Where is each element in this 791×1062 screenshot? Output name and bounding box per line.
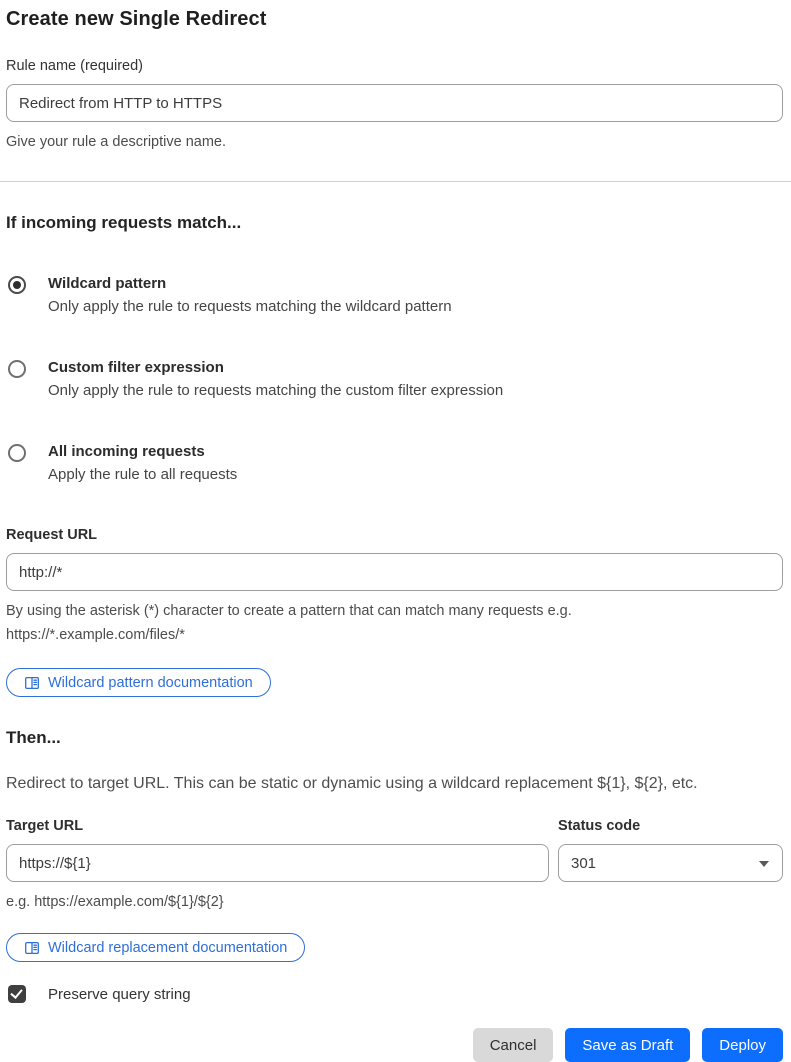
checkbox-checked-icon[interactable] — [8, 985, 26, 1003]
request-url-help — [6, 599, 783, 647]
radio-option-all-requests[interactable] — [6, 443, 783, 483]
request-url-help-line2: https://*.example.com/files/* — [6, 627, 185, 643]
chevron-down-icon — [759, 861, 769, 867]
radio-description: Apply the rule to all requests — [48, 466, 238, 483]
preserve-query-row[interactable] — [6, 985, 783, 1003]
request-url-input[interactable] — [6, 553, 783, 591]
status-code-select[interactable] — [558, 844, 783, 882]
radio-unselected-icon[interactable] — [8, 444, 26, 462]
wildcard-replacement-doc-button[interactable] — [6, 933, 305, 962]
then-section-heading: Then... — [6, 728, 61, 747]
deploy-button[interactable]: Deploy — [702, 1028, 783, 1062]
then-section-description: Redirect to target URL. This can be static or dynamic using a wildcard replacement ${1}, ${2}, etc. — [6, 775, 698, 792]
radio-selected-icon[interactable] — [8, 276, 26, 294]
radio-label: Wildcard pattern — [48, 275, 167, 292]
open-book-icon — [24, 675, 40, 691]
page-title: Create new Single Redirect — [6, 8, 267, 30]
radio-description: Only apply the rule to requests matching the custom filter expression — [48, 382, 504, 399]
cancel-button[interactable]: Cancel — [473, 1028, 554, 1062]
doc-button-label: Wildcard replacement documentation — [48, 939, 288, 956]
save-as-draft-button[interactable]: Save as Draft — [565, 1028, 690, 1062]
radio-label: Custom filter expression — [48, 359, 224, 376]
request-url-label: Request URL — [6, 527, 98, 543]
target-url-label: Target URL — [6, 818, 84, 834]
rule-name-input[interactable] — [6, 84, 783, 122]
match-type-radio-group — [6, 275, 783, 483]
target-url-help: e.g. https://example.com/${1}/${2} — [6, 894, 224, 910]
status-code-value: 301 — [571, 854, 597, 872]
status-code-label: Status code — [558, 818, 641, 834]
radio-option-wildcard-pattern[interactable] — [6, 275, 783, 315]
radio-option-custom-filter[interactable] — [6, 359, 783, 399]
match-section-heading: If incoming requests match... — [6, 213, 242, 232]
wildcard-pattern-doc-button[interactable] — [6, 668, 271, 697]
request-url-help-line1: By using the asterisk (*) character to create a pattern that can match many requests e.g. — [6, 603, 572, 619]
radio-description: Only apply the rule to requests matching the wildcard pattern — [48, 298, 452, 315]
target-url-input[interactable] — [6, 844, 549, 882]
radio-label: All incoming requests — [48, 443, 205, 460]
preserve-query-label: Preserve query string — [48, 985, 191, 1003]
open-book-icon — [24, 940, 40, 956]
doc-button-label: Wildcard pattern documentation — [48, 674, 253, 691]
radio-unselected-icon[interactable] — [8, 360, 26, 378]
section-divider — [0, 181, 791, 182]
target-row — [6, 818, 783, 882]
rule-name-label: Rule name (required) — [6, 58, 144, 74]
rule-name-help: Give your rule a descriptive name. — [6, 134, 227, 150]
form-actions — [6, 1028, 783, 1062]
